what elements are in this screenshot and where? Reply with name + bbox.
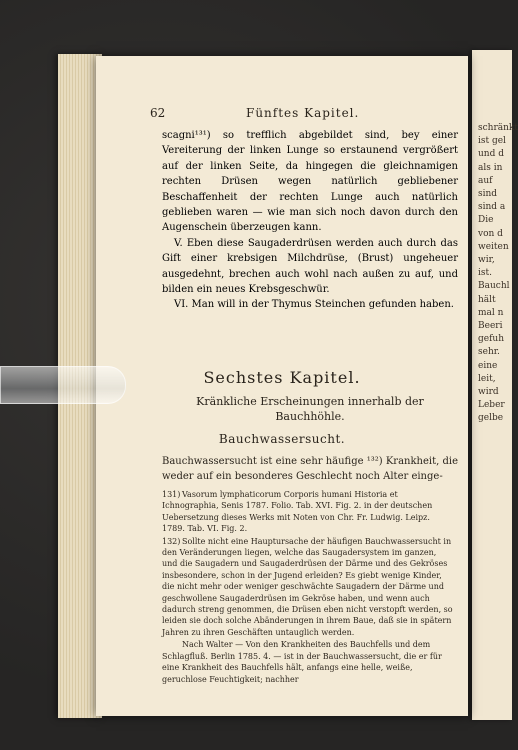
footnote-text: Sollte nicht eine Hauptursache der häufigen Bauchwassersucht in den Veränderungen liegen, welche das Saugadersystem im ganzen, und die Saugadern und Saugaderdrüsen der Därme und des Gekröses insbesondere, schon in der Jugend erleiden? Es giebt wenige Kinder, die nicht mehr oder weniger geschwächte Saugadern der Därme und geschwollene Saugaderdrüsen im Gekröse haben, und wenn auch dadurch streng genommen, die Drüsen eben nicht verstopft werden, so leiden sie doch solche Abänderungen in ihrem Baue, daß sie in spätern Jahren zu ihren Geschäften untauglich werden. xyxy=(162,536,453,637)
footnote xyxy=(162,489,454,535)
footnote xyxy=(162,639,454,685)
section-heading: Bauchwassersucht. xyxy=(218,432,346,446)
lead-paragraph: Bauchwassersucht ist eine sehr häufige ¹³²) Krankheit, die weder auf ein besonderes Geschlecht noch Alter einge- xyxy=(162,456,458,482)
footnote-number: 131) xyxy=(162,490,181,499)
paragraph: scagni¹³¹) so trefflich abgebildet sind, bey einer Vereiterung der linken Lunge so erstaunend vergrößert auf der linken Seite, da hingegen die gleichnamigen rechten Drüsen wegen natürlich gebliebener Beschaffenheit der rechten Lunge auch natürlich geblieben waren — wie man sich noch davon durch den Augenschein überzeugen kann. xyxy=(162,130,458,234)
paragraph: V. Eben diese Saugaderdrüsen werden auch durch das Gift einer krebsigen Milchdrüse, (Brust) ungeheuer ausgedehnt, brechen auch wohl nach außen zu auf, und bilden ein neues Krebsgeschwür. xyxy=(162,237,458,296)
footnote xyxy=(162,536,454,639)
body-text xyxy=(162,128,458,313)
book-page xyxy=(96,56,468,716)
running-title: Fünftes Kapitel. xyxy=(246,106,360,120)
page-clip xyxy=(0,366,126,404)
facing-page-text: schränkt ist gel und d als in auf sind sind a Die von d weiten wir, ist. Bauchl hält mal n Beeri gefuh sehr. eine leit, wird Leber gelbe xyxy=(478,123,518,424)
chapter-heading: Sechstes Kapitel. xyxy=(203,368,361,387)
footnote-text: Vasorum lymphaticorum Corporis humani Historia et Ichnographia, Senis 1787. Folio. Tab. XVI. Fig. 2. in der deutschen Uebersetzung dieses Werks mit Noten von Chr. Fr. Ludwig. Leipz. 1789. Tab. VI. Fig. 2. xyxy=(162,490,433,534)
footnote-number: 132) xyxy=(162,536,181,546)
page-number: 62 xyxy=(150,106,166,120)
footnotes xyxy=(162,489,454,686)
paragraph: VI. Man will in der Thymus Steinchen gefunden haben. xyxy=(174,299,454,311)
facing-page xyxy=(472,50,518,720)
footnote-text: Nach Walter — Von den Krankheiten des Bauchfells und dem Schlagfluß. Berlin 1785. 4. — ist in der Bauchwassersucht, die er für eine Krankheit des Bauchfells hält, anfangs eine helle, weiße, geruchlose Feuchtigkeit; nachher xyxy=(162,640,442,684)
chapter-subtitle: Kränkliche Erscheinungen innerhalb der Bauchhöhle. xyxy=(196,395,424,423)
